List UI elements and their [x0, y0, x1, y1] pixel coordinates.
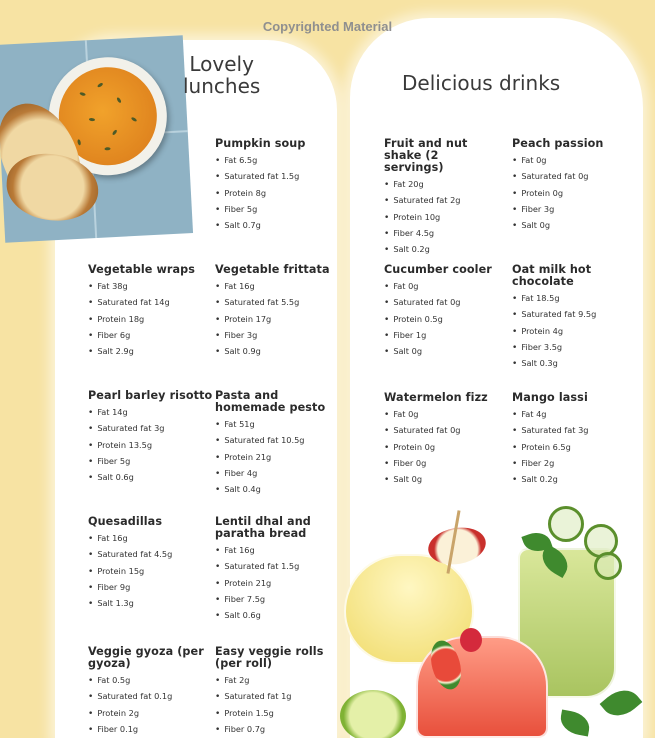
lunches-heading-line2: lunches	[183, 73, 261, 98]
nutrient-saturated-fat: • Saturated fat 3g	[512, 423, 640, 439]
nutrient-fat: • Fat 0g	[384, 407, 512, 423]
nutrient-fat: • Fat 2g	[215, 673, 343, 689]
nutrient-protein: • Protein 4g	[512, 324, 630, 340]
drinks-heading: Delicious drinks	[402, 71, 561, 95]
recipe-title: Pasta and homemade pesto	[215, 389, 326, 414]
nutrient-fiber: • Fiber 4g	[215, 466, 343, 482]
nutrient-saturated-fat: • Saturated fat 10.5g	[215, 433, 343, 449]
nutrient-protein: • Protein 0g	[512, 186, 640, 202]
nutrient-salt: • Salt 0.6g	[215, 608, 343, 624]
nutrient-salt: • Salt 0.2g	[384, 242, 502, 258]
recipe-title: Veggie gyoza (per gyoza)	[88, 645, 204, 670]
lunches-heading	[183, 54, 260, 97]
nutrient-salt: • Salt 0g	[384, 472, 512, 488]
recipe-vegetable-frittata	[215, 264, 343, 360]
nutrient-salt: • Salt 0.6g	[88, 470, 216, 486]
nutrient-fat: • Fat 16g	[215, 279, 343, 295]
nutrient-fiber: • Fiber 7.5g	[215, 592, 343, 608]
drink-title: Mango lassi	[512, 391, 588, 404]
drink-peach-passion	[512, 138, 640, 234]
pumpkin-soup-photo	[0, 35, 193, 243]
nutrient-salt: • Salt 0.3g	[512, 356, 630, 372]
nutrient-fat: • Fat 18.5g	[512, 291, 630, 307]
nutrient-fiber: • Fiber 5g	[88, 454, 216, 470]
nutrient-fat: • Fat 16g	[215, 543, 343, 559]
nutrient-saturated-fat: • Saturated fat 3g	[88, 421, 216, 437]
recipe-vegetable-wraps	[88, 264, 216, 360]
nutrient-salt: • Salt 0.2g	[512, 472, 640, 488]
recipe-title: Lentil dhal and paratha bread	[215, 515, 311, 540]
recipe-easy-veggie-rolls	[215, 646, 343, 738]
nutrient-salt: • Salt 0g	[512, 218, 640, 234]
nutrient-salt: • Salt 0g	[384, 344, 512, 360]
nutrient-fat: • Fat 4g	[512, 407, 640, 423]
nutrient-fat: • Fat 0g	[512, 153, 640, 169]
nutrient-fat: • Fat 0.5g	[88, 673, 216, 689]
drink-title: Oat milk hot chocolate	[512, 263, 592, 288]
nutrient-fiber: • Fiber 3g	[215, 328, 343, 344]
drink-cucumber-cooler	[384, 264, 512, 360]
nutrient-fat: • Fat 0g	[384, 279, 512, 295]
nutrient-protein: • Protein 8g	[215, 186, 343, 202]
recipe-pasta-pesto	[215, 390, 343, 498]
recipe-pearl-barley-risotto	[88, 390, 216, 486]
copyright-notice: Copyrighted Material	[262, 19, 393, 34]
recipe-veggie-gyoza	[88, 646, 216, 738]
nutrient-saturated-fat: • Saturated fat 14g	[88, 295, 216, 311]
lunches-heading-line1: Lovely	[189, 52, 254, 76]
recipe-title: Easy veggie rolls (per roll)	[215, 645, 324, 670]
nutrient-fiber: • Fiber 3.5g	[512, 340, 630, 356]
recipe-title: Pearl barley risotto	[88, 389, 213, 402]
nutrient-protein: • Protein 18g	[88, 312, 216, 328]
nutrient-saturated-fat: • Saturated fat 9.5g	[512, 307, 630, 323]
nutrient-saturated-fat: • Saturated fat 4.5g	[88, 547, 216, 563]
nutrient-fiber: • Fiber 3g	[512, 202, 640, 218]
drink-watermelon-fizz	[384, 392, 512, 488]
nutrient-saturated-fat: • Saturated fat 0g	[384, 423, 512, 439]
drink-mango-lassi	[512, 392, 640, 488]
nutrient-salt: • Salt 0.4g	[215, 482, 343, 498]
drink-oat-milk-hot-chocolate	[512, 264, 630, 372]
nutrient-saturated-fat: • Saturated fat 1g	[215, 689, 343, 705]
nutrient-fiber: • Fiber 6g	[88, 328, 216, 344]
nutrient-protein: • Protein 6.5g	[512, 440, 640, 456]
nutrient-fiber: • Fiber 0.1g	[88, 722, 216, 738]
drink-title: Watermelon fizz	[384, 391, 488, 404]
recipe-title: Vegetable frittata	[215, 263, 330, 276]
nutrient-salt: • Salt 2.9g	[88, 344, 216, 360]
nutrient-saturated-fat: • Saturated fat 5.5g	[215, 295, 343, 311]
recipe-title: Pumpkin soup	[215, 137, 306, 150]
nutrient-protein: • Protein 17g	[215, 312, 343, 328]
recipe-quesadillas	[88, 516, 216, 612]
recipe-title: Quesadillas	[88, 515, 163, 528]
nutrient-salt: • Salt 0.9g	[215, 344, 343, 360]
nutrient-protein: • Protein 0.5g	[384, 312, 512, 328]
recipe-pumpkin-soup	[215, 138, 343, 234]
nutrient-fat: • Fat 38g	[88, 279, 216, 295]
nutrient-protein: • Protein 21g	[215, 576, 343, 592]
lime-slice-image	[340, 690, 406, 738]
nutrient-fat: • Fat 51g	[215, 417, 343, 433]
cucumber-slice-image	[594, 552, 622, 580]
nutrient-fat: • Fat 20g	[384, 177, 502, 193]
nutrient-protein: • Protein 1.5g	[215, 706, 343, 722]
raspberry-image	[460, 628, 482, 652]
nutrient-fat: • Fat 14g	[88, 405, 216, 421]
drink-title: Fruit and nut shake (2 servings)	[384, 137, 468, 174]
nutrient-fat: • Fat 6.5g	[215, 153, 343, 169]
nutrient-fiber: • Fiber 1g	[384, 328, 512, 344]
drink-title: Cucumber cooler	[384, 263, 492, 276]
drink-fruit-nut-shake	[384, 138, 502, 258]
nutrient-protein: • Protein 10g	[384, 210, 502, 226]
nutrient-fiber: • Fiber 2g	[512, 456, 640, 472]
nutrient-protein: • Protein 0g	[384, 440, 512, 456]
drink-title: Peach passion	[512, 137, 604, 150]
nutrient-protein: • Protein 15g	[88, 564, 216, 580]
nutrient-saturated-fat: • Saturated fat 2g	[384, 193, 502, 209]
nutrient-protein: • Protein 2g	[88, 706, 216, 722]
nutrient-fiber: • Fiber 5g	[215, 202, 343, 218]
nutrient-fiber: • Fiber 0.7g	[215, 722, 343, 738]
recipe-lentil-dhal	[215, 516, 343, 624]
nutrient-fiber: • Fiber 0g	[384, 456, 512, 472]
nutrient-saturated-fat: • Saturated fat 1.5g	[215, 559, 343, 575]
nutrient-saturated-fat: • Saturated fat 1.5g	[215, 169, 343, 185]
nutrient-fat: • Fat 16g	[88, 531, 216, 547]
nutrient-salt: • Salt 1.3g	[88, 596, 216, 612]
nutrient-fiber: • Fiber 9g	[88, 580, 216, 596]
nutrient-protein: • Protein 13.5g	[88, 438, 216, 454]
nutrient-salt: • Salt 0.7g	[215, 218, 343, 234]
nutrient-saturated-fat: • Saturated fat 0.1g	[88, 689, 216, 705]
nutrient-saturated-fat: • Saturated fat 0g	[384, 295, 512, 311]
nutrient-protein: • Protein 21g	[215, 450, 343, 466]
cucumber-slice-image	[548, 506, 584, 542]
nutrient-fiber: • Fiber 4.5g	[384, 226, 502, 242]
recipe-title: Vegetable wraps	[88, 263, 196, 276]
nutrient-saturated-fat: • Saturated fat 0g	[512, 169, 640, 185]
